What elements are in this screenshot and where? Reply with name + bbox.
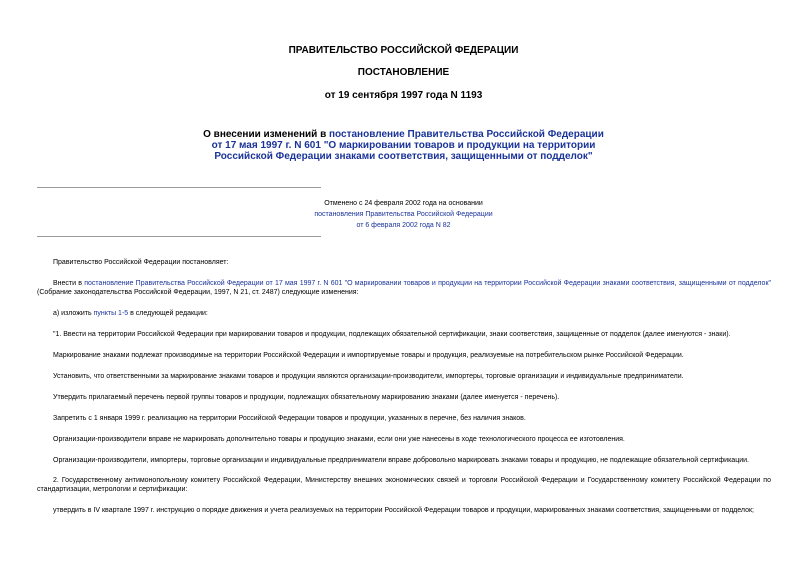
paragraph-4: Утвердить прилагаемый перечень первой группы товаров и продукции, подлежащих обязательному маркированию знаками (далее именуется - перечень). [53, 394, 560, 401]
title-link[interactable]: постановление Правительства Российской Федерации от 17 мая 1997 г. N 601 "О маркировании товаров и продукции на территории Российской Федерации знаками соответствия, защищенными от подделок" [211, 129, 604, 162]
repeal-note [270, 198, 537, 231]
repeal-link-2[interactable]: от 6 февраля 2002 года N 82 [356, 222, 451, 229]
divider-bottom [37, 236, 321, 237]
paragraph-2: Маркирование знаками подлежат производимые на территории Российской Федерации и импортируемые товары и продукция, реализуемые на потребительском рынке Российской Федерации. [53, 352, 684, 359]
paragraph-1: "1. Ввести на территории Российской Федерации при маркировании товаров и продукции, подлежащих обязательной сертификации, знаки соответствия, защищенные от подделок (далее именуются - знаки). [53, 331, 731, 338]
paragraph-5: Запретить с 1 января 1999 г. реализацию на территории Российской Федерации товаров и продукции, указанных в перечне, без наличия знаков. [53, 415, 526, 422]
repeal-link[interactable]: постановления Правительства Российской Федерации [314, 211, 493, 218]
document-title [200, 129, 607, 162]
a-link[interactable]: пункты 1-5 [93, 310, 129, 317]
repeal-line1: Отменено с 24 февраля 2002 года на основании [324, 200, 483, 207]
a-suffix: в следующей редакции: [128, 310, 208, 317]
paragraph-a [37, 309, 771, 318]
header-date-number: от 19 сентября 1997 года N 1193 [324, 90, 483, 101]
paragraph-intro: Правительство Российской Федерации постановляет: [53, 259, 229, 266]
amend-link[interactable]: постановление Правительства Российской Федерации от 17 мая 1997 г. N 601 "О маркировании товаров и продукции на территории Российской Федерации знаками соответствия, защищенными от подделок" [84, 280, 771, 287]
paragraph-3: Установить, что ответственными за маркирование знаками товаров и продукции являются организации-производители, импортеры, торговые организации и индивидуальные предприниматели. [53, 373, 684, 380]
paragraph-9: утвердить в IV квартале 1997 г. инструкцию о порядке движения и учета реализуемых на территории Российской Федерации товаров и продукции, маркированных знаками соответствия, защищенными от подделок; [53, 507, 754, 514]
a-prefix: а) изложить [53, 310, 94, 317]
header-government: ПРАВИТЕЛЬСТВО РОССИЙСКОЙ ФЕДЕРАЦИИ [288, 45, 519, 56]
header-doc-type: ПОСТАНОВЛЕНИЕ [357, 67, 450, 78]
amend-prefix: Внести в [53, 280, 85, 287]
amend-suffix: (Собрание законодательства Российской Федерации, 1997, N 21, ст. 2487) следующие изменения: [37, 289, 359, 296]
title-prefix: О внесении изменений в [203, 129, 330, 140]
paragraph-amend [37, 279, 771, 297]
paragraph-7: Организации-производители, импортеры, торговые организации и индивидуальные предприниматели вправе добровольно маркировать знаками товары и продукцию, не подлежащие обязательной сертификации. [53, 457, 749, 464]
paragraph-6: Организации-производители вправе не маркировать дополнительно товары и продукцию знаками, если они уже нанесены в ходе технологического процесса ее изготовления. [53, 436, 625, 443]
divider-top [37, 187, 321, 188]
paragraph-8: 2. Государственному антимонопольному комитету Российской Федерации, Министерству внешних экономических связей и торговли Российской Федерации и Государственному комитету Российской Федерации по стандартизации, метрологии и сертификации: [37, 477, 771, 493]
